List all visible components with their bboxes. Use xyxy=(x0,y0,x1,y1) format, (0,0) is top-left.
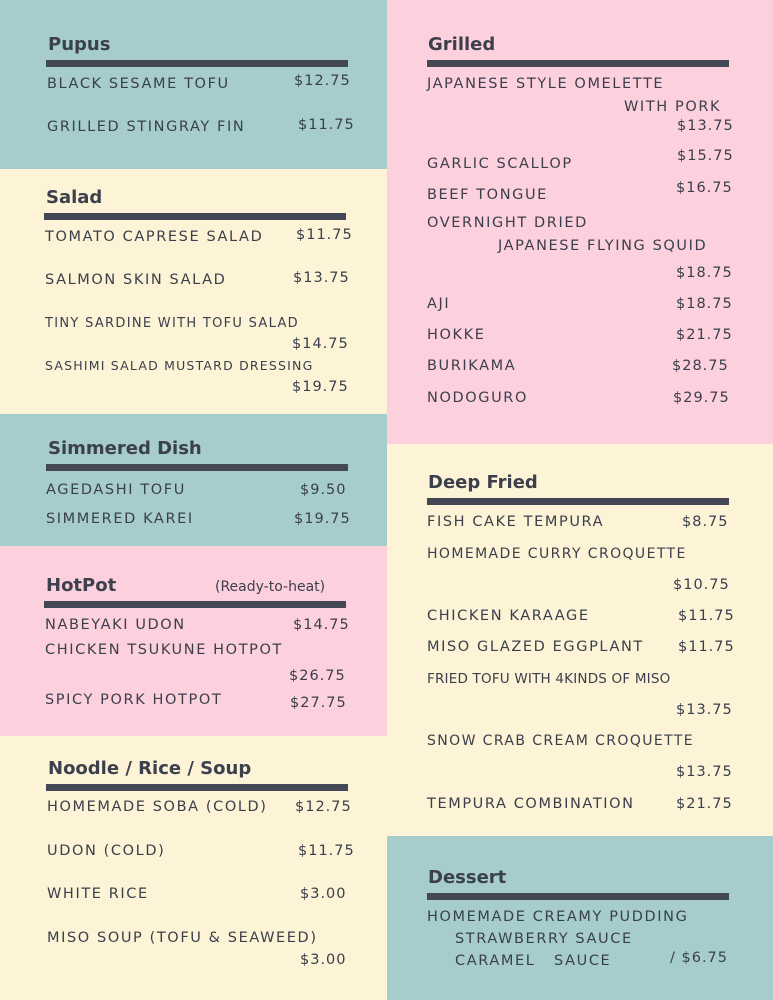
hotpot-divider xyxy=(44,601,346,608)
grilled-title: Grilled xyxy=(428,34,496,55)
dessert-sauce-option: CARAMEL SAUCE xyxy=(455,953,612,969)
menu-item-price: $13.75 xyxy=(676,702,733,718)
menu-item-price: $9.50 xyxy=(300,482,347,498)
noodle-divider xyxy=(46,784,348,791)
menu-item-price: $8.75 xyxy=(682,514,729,530)
menu-item-price: $15.75 xyxy=(677,148,734,164)
menu-item-price: $21.75 xyxy=(676,327,733,343)
menu-item-price: $12.75 xyxy=(295,799,352,815)
menu-item-price: $13.75 xyxy=(677,118,734,134)
menu-item-price: $11.75 xyxy=(296,227,353,243)
menu-item-name: TOMATO CAPRESE SALAD xyxy=(45,229,264,245)
dessert-divider xyxy=(427,893,729,900)
menu-item-price: $18.75 xyxy=(676,265,733,281)
menu-item-name: CHICKEN KARAAGE xyxy=(427,608,590,624)
menu-item-price: $12.75 xyxy=(294,73,351,89)
menu-item-price: $13.75 xyxy=(293,270,350,286)
menu-item-name: BURIKAMA xyxy=(427,358,517,374)
menu-item-name: MISO GLAZED EGGPLANT xyxy=(427,639,644,655)
menu-item-name: FISH CAKE TEMPURA xyxy=(427,514,605,530)
menu-item-price: $27.75 xyxy=(290,695,347,711)
dessert-item-name: HOMEMADE CREAMY PUDDING xyxy=(427,909,689,925)
menu-item-name: SALMON SKIN SALAD xyxy=(45,272,227,288)
simmered-divider xyxy=(46,464,348,471)
menu-item-price: $11.75 xyxy=(678,608,735,624)
menu-item-name: TINY SARDINE WITH TOFU SALAD xyxy=(45,316,299,331)
dessert-sauce-option: STRAWBERRY SAUCE xyxy=(455,931,633,947)
menu-item-price: $14.75 xyxy=(292,336,349,352)
menu-item-name: BEEF TONGUE xyxy=(427,187,548,203)
salad-divider xyxy=(44,213,346,220)
menu-item-price: $26.75 xyxy=(289,668,346,684)
grilled-divider xyxy=(427,60,729,67)
salad-title: Salad xyxy=(46,187,103,208)
menu-item-name: JAPANESE STYLE OMELETTE xyxy=(427,76,665,92)
menu-item-name: GARLIC SCALLOP xyxy=(427,156,573,172)
noodle-title: Noodle / Rice / Soup xyxy=(48,758,252,779)
menu-item-price: $3.00 xyxy=(300,886,347,902)
dessert-price: / $6.75 xyxy=(670,950,729,966)
menu-item-name: AGEDASHI TOFU xyxy=(46,482,186,498)
menu-item-price: $28.75 xyxy=(672,358,729,374)
menu-item-price: $29.75 xyxy=(673,390,730,406)
menu-item-name: FRIED TOFU WITH 4KINDS OF MISO xyxy=(427,671,671,687)
simmered-title: Simmered Dish xyxy=(48,438,202,459)
menu-item-price: $14.75 xyxy=(293,617,350,633)
pupus-divider xyxy=(46,60,348,67)
menu-item-price: $19.75 xyxy=(294,511,351,527)
menu-item-price: $21.75 xyxy=(676,796,733,812)
dessert-title: Dessert xyxy=(428,867,507,888)
menu-item-name: HOMEMADE SOBA (COLD) xyxy=(47,799,268,815)
menu-item-price: $11.75 xyxy=(298,117,355,133)
hotpot-note: (Ready-to-heat) xyxy=(215,579,326,595)
hotpot-title: HotPot xyxy=(46,575,117,596)
menu-item-name: SASHIMI SALAD MUSTARD DRESSING xyxy=(45,358,314,373)
menu-item-price: $16.75 xyxy=(676,180,733,196)
menu-item-price: $13.75 xyxy=(676,764,733,780)
menu-item-name: WHITE RICE xyxy=(47,886,149,902)
menu-item-name: NODOGURO xyxy=(427,390,528,406)
deepfried-title: Deep Fried xyxy=(428,472,538,493)
menu-item-name-continued: WITH PORK xyxy=(624,99,722,115)
menu-item-name: BLACK SESAME TOFU xyxy=(47,76,230,92)
menu-item-price: $11.75 xyxy=(678,639,735,655)
menu-item-name: OVERNIGHT DRIED xyxy=(427,215,588,231)
menu-item-name: CHICKEN TSUKUNE HOTPOT xyxy=(45,642,283,658)
deepfried-divider xyxy=(427,498,729,505)
menu-item-name: HOMEMADE CURRY CROQUETTE xyxy=(427,546,687,562)
menu-item-name: SNOW CRAB CREAM CROQUETTE xyxy=(427,733,695,749)
menu-item-name: MISO SOUP (TOFU & SEAWEED) xyxy=(47,930,318,946)
menu-item-price: $19.75 xyxy=(292,379,349,395)
menu-item-name: UDON (COLD) xyxy=(47,843,166,859)
menu-item-price: $11.75 xyxy=(298,843,355,859)
menu-item-price: $10.75 xyxy=(673,577,730,593)
menu-item-name: HOKKE xyxy=(427,327,486,343)
menu-item-name: GRILLED STINGRAY FIN xyxy=(47,119,246,135)
menu-item-price: $18.75 xyxy=(676,296,733,312)
menu-item-name: SPICY PORK HOTPOT xyxy=(45,692,223,708)
menu-item-name: TEMPURA COMBINATION xyxy=(427,796,635,812)
menu-item-name: AJI xyxy=(427,296,451,312)
menu-item-name: SIMMERED KAREI xyxy=(46,511,194,527)
menu-item-name: NABEYAKI UDON xyxy=(45,617,186,633)
pupus-title: Pupus xyxy=(48,34,111,55)
menu-item-price: $3.00 xyxy=(300,952,347,968)
menu-item-name-continued: JAPANESE FLYING SQUID xyxy=(498,238,708,254)
